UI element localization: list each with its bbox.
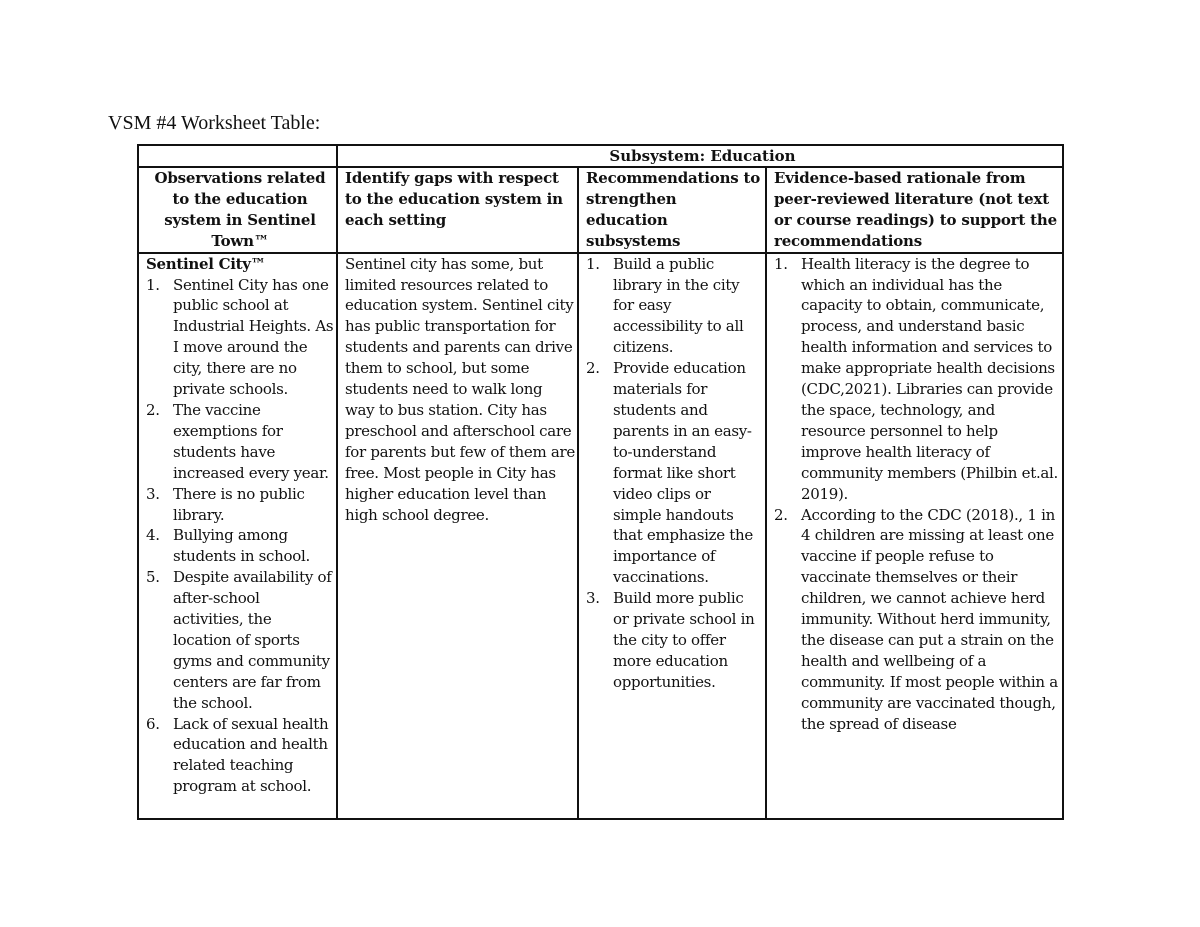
recommendations-list [586,254,763,693]
list-item-text: Bullying among students in school. [173,526,310,566]
list-item-text: Build more public or private school in the city to offer more education opportunities. [613,589,755,691]
page-title: VSM #4 Worksheet Table: [108,112,321,134]
list-item-text: Provide education materials for students and parents in an easy-to-understand format like short video clips or simple handouts that emphasize the importance of vaccinations. [613,359,753,587]
list-item [146,567,334,713]
list-item-text: The vaccine exemptions for students have increased every year. [173,400,329,482]
list-item-text: Build a public library in the city for easy accessibility to all citizens. [613,254,744,357]
list-item-text: According to the CDC (2018)., 1 in 4 children are missing at least one vaccine if people refuse to vaccinate themselves or their children, we cannot achieve herd immunity. Without herd immunity, the disease can put a strain on the health and wellbeing of a community. If most people within a community are vaccinated though, the spread of disease [801,505,1058,733]
list-item [586,254,763,359]
list-item-text: Sentinel City has one public school at Industrial Heights. As I move around the city, there are no private schools. [173,275,334,399]
list-item-text: Despite availability of after-school activities, the location of sports gyms and community centers are far from the school. [173,568,332,712]
list-item-text: Lack of sexual health education and health related teaching program at school. [173,714,329,796]
worksheet-table [137,144,1064,820]
list-item [586,358,763,588]
list-item [774,505,1060,735]
header-row [138,167,1063,253]
list-item [586,588,763,693]
list-number: 1. [774,254,788,273]
list-item [774,254,1060,505]
list-number: 1. [586,254,600,273]
list-item [146,525,334,567]
header-gaps: Identify gaps with respect to the education system in each setting [337,167,578,253]
list-number: 2. [586,359,600,378]
subsystem-row [138,145,1063,167]
rationale-list [774,254,1060,735]
list-number: 1. [146,275,160,294]
list-item [146,400,334,484]
list-item-text: Health literacy is the degree to which an individual has the capacity to obtain, communicate, process, and understand basic health information and services to make appropriate health decisions (CDC,2021). Libraries can provide the space, technology, and resource personnel to help improve health literacy of community members (Philbin et.al. 2019). [801,254,1059,503]
header-observations: Observations related to the education system in Sentinel Town™ [138,167,337,253]
rationale-cell [766,253,1063,819]
subsystem-heading: Subsystem: Education [337,145,1063,167]
list-item-text: There is no public library. [173,484,305,524]
list-item [146,275,334,400]
header-rationale: Evidence-based rationale from peer-reviewed literature (not text or course readings) to support the recommendations [766,167,1063,253]
list-item [146,714,334,798]
recommendations-cell [578,253,766,819]
list-number: 2. [774,505,788,524]
blank-corner-cell [138,145,337,167]
observations-cell [138,253,337,819]
observations-heading: Sentinel City™ [146,254,266,273]
list-number: 5. [146,568,160,587]
gaps-text: Sentinel city has some, but limited resources related to education system. Sentinel city has public transportation for students and parents can drive them to school, but some students need to walk long way to bus station. City has preschool and afterschool care for parents but few of them are free. Most people in City has higher education level than high school degree. [345,254,575,524]
list-number: 2. [146,400,160,419]
list-number: 4. [146,526,160,545]
content-row [138,253,1063,819]
list-item [146,484,334,526]
gaps-cell [337,253,578,819]
header-recommendations: Recommendations to strengthen education subsystems [578,167,766,253]
list-number: 3. [146,484,160,503]
list-number: 3. [586,589,600,608]
list-number: 6. [146,714,160,733]
observations-list [146,275,334,798]
